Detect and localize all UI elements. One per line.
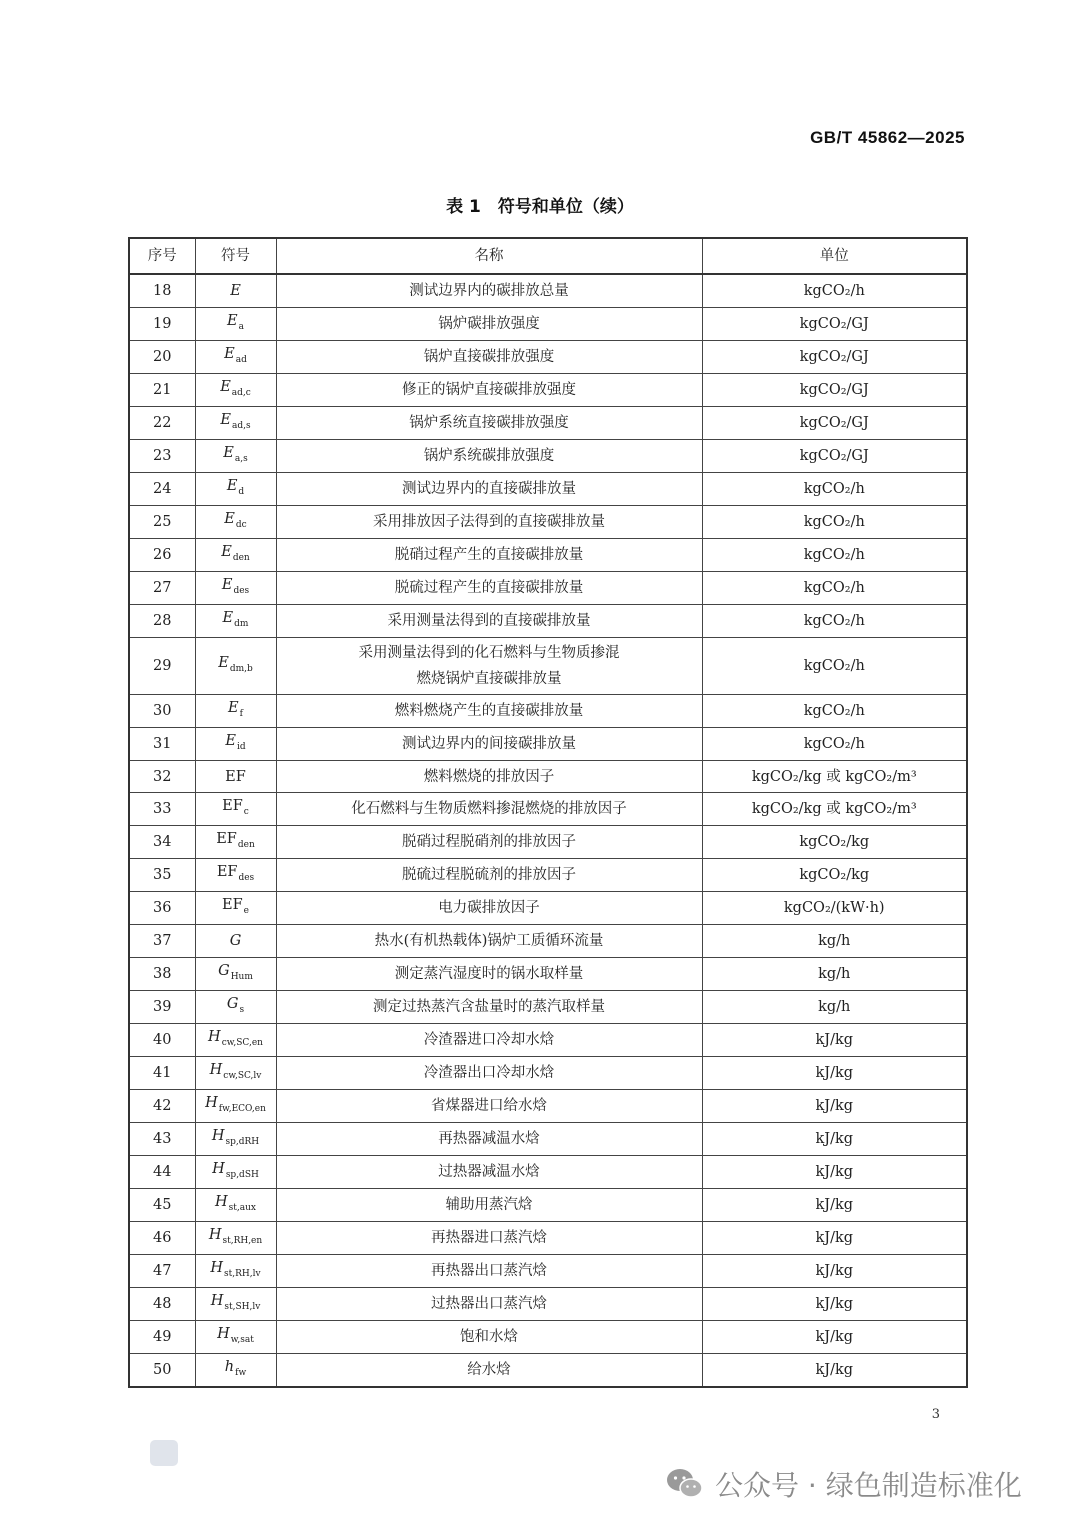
table-row [129,1057,967,1090]
symbol-subscript: dc [235,519,247,530]
name-line: 饱和水焓 [460,1329,518,1346]
symbol-subscript: cw,SC,lv [223,1071,262,1082]
symbol-main: EF [216,864,238,881]
name-line: 冷渣器进口冷却水焓 [423,1032,555,1049]
cell-name [276,571,702,604]
symbol-main: E [218,654,229,671]
cell-symbol [195,694,276,727]
cell-name [276,1189,702,1222]
table-row [129,991,967,1024]
cell-name [276,1123,702,1156]
cell-symbol [195,307,276,340]
cell-symbol [195,1321,276,1354]
table-row [129,439,967,472]
cell-no: 39 [129,991,195,1024]
name-line: 辅助用蒸汽焓 [445,1197,533,1214]
cell-name [276,991,702,1024]
name-line: 电力碳排放因子 [438,900,540,917]
name-line: 脱硝过程产生的直接碳排放量 [394,546,584,563]
table-row [129,793,967,826]
symbol-main: H [210,1293,224,1310]
cell-symbol [195,274,276,307]
cell-symbol [195,1189,276,1222]
cell-no: 47 [129,1255,195,1288]
cell-symbol [195,859,276,892]
cell-no: 49 [129,1321,195,1354]
table-row [129,1354,967,1388]
symbol-subscript: a [238,321,244,332]
cell-name [276,274,702,307]
symbol-subscript: des [238,873,255,884]
table-body [129,274,967,1387]
cell-symbol [195,826,276,859]
symbol-main: G [229,933,242,950]
symbol-main: H [212,1161,225,1178]
symbol-subscript: des [233,585,250,596]
name-line: 再热器出口蒸汽焓 [431,1263,547,1280]
column-header-no: 序号 [129,238,195,274]
symbols-table [128,237,968,1388]
name-line: 冷渣器出口冷却水焓 [423,1065,555,1082]
symbol-subscript: st,RH,lv [224,1269,261,1280]
cell-symbol [195,472,276,505]
cell-symbol [195,727,276,760]
cell-unit: kgCO₂/kg 或 kgCO₂/m³ [702,760,967,793]
table-row [129,406,967,439]
cell-no: 42 [129,1090,195,1123]
cell-symbol [195,1156,276,1189]
cell-no: 26 [129,538,195,571]
table-title: 表 1 符号和单位（续） [446,197,634,217]
table-row [129,859,967,892]
cell-unit: kg/h [702,958,967,991]
cell-name [276,694,702,727]
cell-symbol [195,1354,276,1388]
cell-name [276,958,702,991]
name-line: 锅炉系统碳排放强度 [423,447,555,464]
cell-no: 22 [129,406,195,439]
cell-name [276,1288,702,1321]
symbol-main: h [224,1359,235,1376]
symbol-subscript: dm,b [229,663,253,674]
cell-name [276,538,702,571]
symbol-main: E [220,411,231,428]
cell-no: 27 [129,571,195,604]
publisher-logo-icon [150,1440,178,1466]
cell-no: 40 [129,1024,195,1057]
symbol-subscript: w,sat [230,1335,254,1346]
cell-name [276,439,702,472]
cell-unit: kgCO₂/kg [702,859,967,892]
cell-symbol [195,1090,276,1123]
cell-no: 31 [129,727,195,760]
cell-no: 25 [129,505,195,538]
cell-no: 37 [129,925,195,958]
symbol-subscript: f [239,708,243,719]
column-header-symbol: 符号 [195,238,276,274]
cell-no: 32 [129,760,195,793]
symbol-main: G [218,963,230,980]
cell-unit: kJ/kg [702,1024,967,1057]
cell-symbol [195,406,276,439]
cell-no: 21 [129,373,195,406]
cell-unit: kJ/kg [702,1057,967,1090]
cell-name [276,1321,702,1354]
symbol-main: E [225,732,236,749]
cell-name [276,826,702,859]
name-line: 测定过热蒸汽含盐量时的蒸汽取样量 [373,999,605,1016]
cell-unit: kJ/kg [702,1189,967,1222]
cell-name [276,604,702,637]
cell-name [276,1354,702,1388]
standard-code: GB/T 45862—2025 [810,128,965,147]
symbol-main: EF [216,831,237,848]
symbol-subscript: fw [235,1368,247,1379]
name-line: 采用测量法得到的直接碳排放量 [387,612,591,629]
cell-name [276,505,702,538]
name-line: 省煤器进口给水焓 [431,1098,547,1115]
symbol-subscript: cw,SC,en [221,1038,263,1049]
symbol-subscript: c [243,807,249,818]
symbol-subscript: id [236,741,246,752]
cell-name [276,1057,702,1090]
table-row [129,1222,967,1255]
name-line-2: 燃烧锅炉直接碳排放量 [416,670,562,687]
cell-name [276,406,702,439]
cell-no: 34 [129,826,195,859]
cell-name [276,1090,702,1123]
symbol-subscript: den [237,840,255,851]
symbol-main: E [227,312,238,329]
cell-name [276,727,702,760]
symbol-main: H [208,1227,222,1244]
name-line: 过热器出口蒸汽焓 [431,1296,547,1313]
cell-unit: kgCO₂/kg [702,826,967,859]
table-row [129,604,967,637]
cell-no: 41 [129,1057,195,1090]
cell-name [276,859,702,892]
cell-unit: kJ/kg [702,1123,967,1156]
cell-name [276,307,702,340]
symbol-subscript: ad,c [231,387,251,398]
symbol-main: G [226,996,239,1013]
cell-symbol [195,793,276,826]
symbol-subscript: s [239,1005,245,1016]
cell-no: 30 [129,694,195,727]
table-row [129,538,967,571]
table-row [129,694,967,727]
symbol-subscript: sp,dRH [225,1137,260,1148]
cell-unit: kJ/kg [702,1156,967,1189]
cell-no: 33 [129,793,195,826]
symbol-subscript: Hum [230,972,253,983]
cell-name [276,760,702,793]
cell-no: 28 [129,604,195,637]
symbol-subscript: ad,s [231,420,251,431]
cell-no: 20 [129,340,195,373]
table-row [129,373,967,406]
cell-name [276,1255,702,1288]
table-row [129,1288,967,1321]
cell-no: 48 [129,1288,195,1321]
cell-unit: kgCO₂/h [702,538,967,571]
symbol-subscript: d [238,486,245,497]
table-row [129,637,967,694]
cell-unit: kgCO₂/h [702,571,967,604]
symbol-subscript: den [232,552,250,563]
table-row [129,1189,967,1222]
cell-name [276,925,702,958]
wechat-icon [665,1467,705,1501]
cell-symbol [195,1123,276,1156]
cell-no: 35 [129,859,195,892]
cell-unit: kJ/kg [702,1354,967,1388]
cell-no: 50 [129,1354,195,1388]
cell-unit: kgCO₂/GJ [702,373,967,406]
name-line: 采用测量法得到的化石燃料与生物质掺混 [358,644,620,661]
column-header-name: 名称 [276,238,702,274]
table-row [129,760,967,793]
cell-unit: kgCO₂/h [702,274,967,307]
cell-unit: kgCO₂/kg 或 kgCO₂/m³ [702,793,967,826]
symbol-main: H [211,1128,225,1145]
symbol-main: EF [222,897,243,914]
cell-unit: kJ/kg [702,1288,967,1321]
cell-unit: kgCO₂/h [702,604,967,637]
cell-symbol [195,604,276,637]
symbol-main: E [226,477,238,494]
page-number: 3 [931,1407,940,1422]
table-header-row [129,238,967,274]
name-line: 修正的锅炉直接碳排放强度 [402,381,576,398]
symbol-subscript: fw,ECO,en [218,1104,266,1115]
table-row [129,1321,967,1354]
name-line: 燃料燃烧产生的直接碳排放量 [394,702,584,719]
cell-no: 19 [129,307,195,340]
cell-name [276,472,702,505]
cell-symbol [195,538,276,571]
cell-unit: kgCO₂/h [702,694,967,727]
name-line: 热水(有机热载体)锅炉工质循环流量 [374,933,604,950]
symbol-subscript: ad [235,354,247,365]
cell-name [276,793,702,826]
cell-symbol [195,1222,276,1255]
name-line: 测定蒸汽湿度时的锅水取样量 [394,966,584,983]
cell-unit: kJ/kg [702,1255,967,1288]
cell-no: 36 [129,892,195,925]
cell-symbol [195,373,276,406]
cell-symbol [195,1057,276,1090]
symbol-main: E [228,699,239,716]
cell-symbol [195,1024,276,1057]
symbol-main: E [221,543,232,560]
table-row [129,958,967,991]
name-line: 锅炉系统直接碳排放强度 [409,414,569,431]
cell-symbol [195,1288,276,1321]
cell-name [276,1222,702,1255]
cell-name [276,1024,702,1057]
symbol-subscript: st,SH,lv [224,1302,261,1313]
symbol-main: EF [222,798,243,815]
table-row [129,1123,967,1156]
table-row [129,727,967,760]
table-row [129,472,967,505]
watermark-text: 公众号 · 绿色制造标准化 [715,1469,1022,1502]
cell-no: 44 [129,1156,195,1189]
symbol-main: E [222,609,234,626]
symbol-main: H [208,1029,221,1046]
cell-name [276,1156,702,1189]
symbol-main: H [217,1326,230,1343]
name-line: 过热器减温水焓 [438,1164,540,1181]
cell-no: 29 [129,637,195,694]
cell-unit: kJ/kg [702,1090,967,1123]
cell-no: 38 [129,958,195,991]
table-row [129,307,967,340]
column-header-unit: 单位 [702,238,967,274]
cell-symbol [195,340,276,373]
name-line: 再热器减温水焓 [438,1131,540,1148]
cell-unit: kgCO₂/h [702,727,967,760]
table-row [129,1255,967,1288]
name-line: 再热器进口蒸汽焓 [431,1230,547,1247]
cell-symbol [195,505,276,538]
symbol-subscript: a,s [234,453,248,464]
symbol-main: E [223,444,234,461]
symbol-main: H [209,1062,223,1079]
cell-no: 46 [129,1222,195,1255]
cell-symbol [195,1255,276,1288]
symbol-main: E [220,378,231,395]
cell-symbol [195,925,276,958]
table-row [129,274,967,307]
name-line: 锅炉碳排放强度 [438,315,540,332]
table-row [129,925,967,958]
symbol-main: E [221,576,233,593]
symbol-main: E [230,282,241,299]
symbol-main: E [224,345,235,362]
table-row [129,826,967,859]
symbol-subscript: sp,dSH [225,1170,259,1181]
cell-no: 43 [129,1123,195,1156]
name-line: 测试边界内的直接碳排放量 [402,480,576,497]
cell-unit: kgCO₂/h [702,637,967,694]
name-line: 化石燃料与生物质燃料掺混燃烧的排放因子 [351,801,627,818]
cell-unit: kgCO₂/GJ [702,340,967,373]
name-line: 测试边界内的碳排放总量 [409,282,569,299]
name-line: 燃料燃烧的排放因子 [423,768,555,785]
table-row [129,1090,967,1123]
name-line: 采用排放因子法得到的直接碳排放量 [373,513,605,530]
cell-no: 45 [129,1189,195,1222]
cell-unit: kgCO₂/h [702,472,967,505]
table-row [129,1156,967,1189]
name-line: 脱硫过程脱硫剂的排放因子 [402,867,576,884]
name-line: 脱硝过程脱硝剂的排放因子 [402,834,576,851]
symbol-main: E [224,510,235,527]
name-line: 锅炉直接碳排放强度 [423,348,555,365]
wechat-watermark [665,1462,1022,1506]
symbol-subscript: dm [234,618,249,629]
cell-name [276,373,702,406]
table-row [129,1024,967,1057]
symbol-subscript: st,RH,en [222,1236,263,1247]
cell-unit: kgCO₂/GJ [702,307,967,340]
cell-symbol [195,571,276,604]
name-line: 给水焓 [467,1362,511,1379]
symbol-main: H [210,1260,224,1277]
cell-symbol [195,760,276,793]
table-row [129,892,967,925]
cell-unit: kgCO₂/(kW·h) [702,892,967,925]
cell-name [276,892,702,925]
symbol-subscript: st,aux [228,1203,256,1214]
symbol-subscript: e [243,906,249,917]
cell-unit: kg/h [702,925,967,958]
table-row [129,571,967,604]
cell-unit: kg/h [702,991,967,1024]
symbol-main: EF [225,768,246,785]
cell-symbol [195,637,276,694]
cell-no: 24 [129,472,195,505]
cell-symbol [195,439,276,472]
table-row [129,505,967,538]
symbol-main: H [205,1095,218,1112]
cell-unit: kJ/kg [702,1222,967,1255]
name-line: 测试边界内的间接碳排放量 [402,735,576,752]
cell-unit: kgCO₂/h [702,505,967,538]
cell-no: 18 [129,274,195,307]
cell-unit: kJ/kg [702,1321,967,1354]
name-line: 脱硫过程产生的直接碳排放量 [394,579,584,596]
cell-symbol [195,892,276,925]
cell-name [276,340,702,373]
cell-unit: kgCO₂/GJ [702,439,967,472]
cell-unit: kgCO₂/GJ [702,406,967,439]
cell-symbol [195,958,276,991]
table-row [129,340,967,373]
cell-name [276,637,702,694]
symbol-main: H [215,1194,228,1211]
cell-symbol [195,991,276,1024]
cell-no: 23 [129,439,195,472]
